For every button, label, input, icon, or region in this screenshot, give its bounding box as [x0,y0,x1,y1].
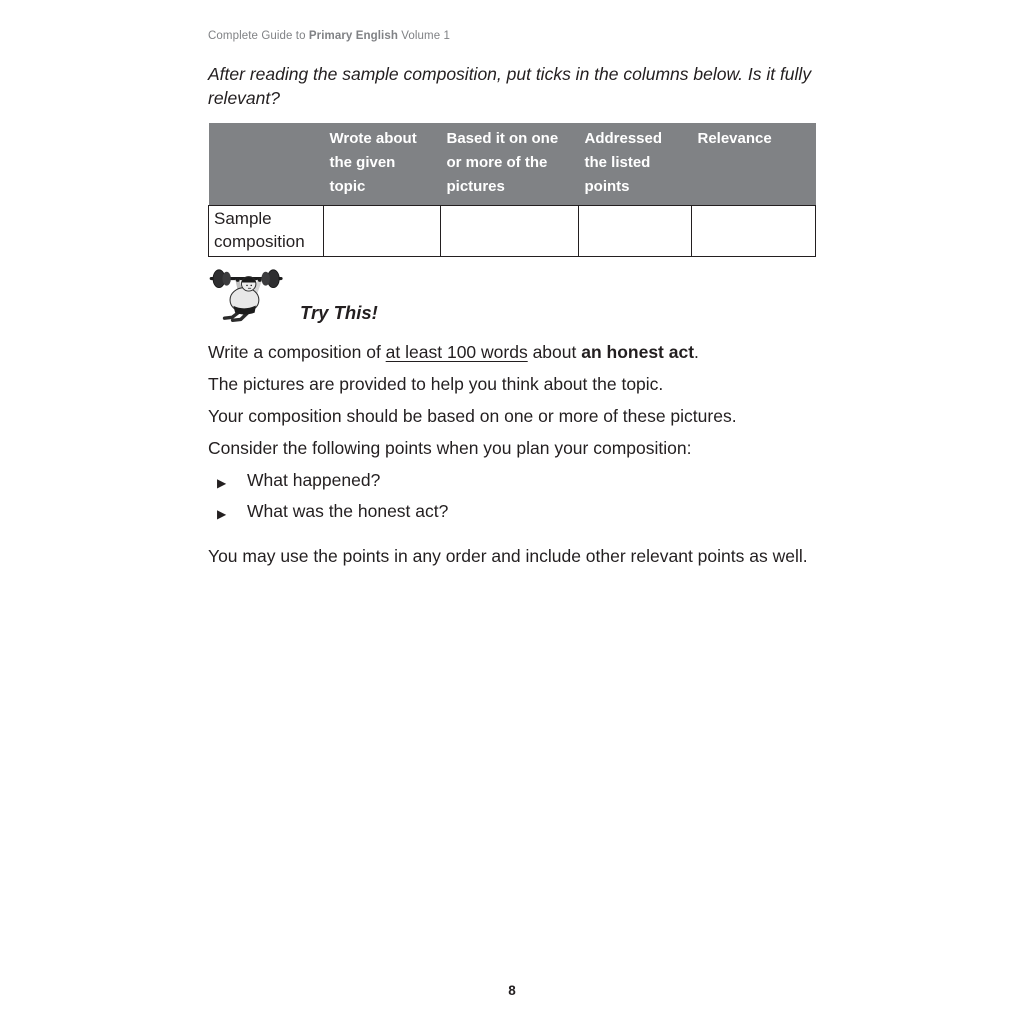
tick-cell-based-on-pictures [441,206,579,257]
tick-cell-wrote-about [324,206,441,257]
triangle-bullet-icon: ▶ [217,476,227,490]
running-head-series: Primary English [308,30,398,42]
write-prompt-end: . [694,342,699,362]
assessment-table [208,123,816,257]
running-head-volume: Volume 1 [397,30,450,42]
write-prompt [208,340,815,364]
table-header-empty-cell [209,123,324,206]
write-prompt-start: Write a composition of [208,342,386,362]
composition-topic: an honest act [581,342,695,362]
list-item-honest-act [217,499,815,526]
table-header-relevance: Relevance [692,123,816,206]
based-on-pictures-note: Your composition should be based on one or more of these pictures. [208,406,737,426]
running-head [208,30,815,42]
list-item-what-happened [217,468,815,495]
triangle-bullet-icon: ▶ [217,507,227,521]
table-header-wrote-about: Wrote about the given topic [324,123,441,206]
try-this-heading [208,266,815,327]
word-count-requirement: at least 100 words [385,342,528,362]
consider-points-note: Consider the following points when you plan your composition: [208,438,692,458]
row-label: Sample composition [209,206,324,257]
pictures-note: The pictures are provided to help you think about the topic. [208,374,664,394]
page-content [208,30,815,568]
table-row-sample-composition [209,206,816,257]
table-header-addressed-points: Addressed the listed points [579,123,692,206]
list-item-label: What was the honest act? [247,501,449,521]
list-item-label: What happened? [247,470,381,490]
closing-note: You may use the points in any order and include other relevant points as well. [208,546,808,566]
write-prompt-middle: about [527,342,582,362]
tick-cell-relevance [692,206,816,257]
page-number: 8 [508,983,516,998]
table-header-based-on-pictures: Based it on one or more of the pictures [441,123,579,206]
table-header-row [209,123,816,206]
instruction-text: After reading the sample composition, put ticks in the columns below. Is it fully relevant? [208,64,812,108]
running-head-prefix: Complete Guide to [208,30,309,42]
weightlifter-icon [208,266,286,327]
try-this-label: Try This! [300,302,378,323]
planning-points-list [208,468,815,526]
tick-cell-addressed-points [579,206,692,257]
